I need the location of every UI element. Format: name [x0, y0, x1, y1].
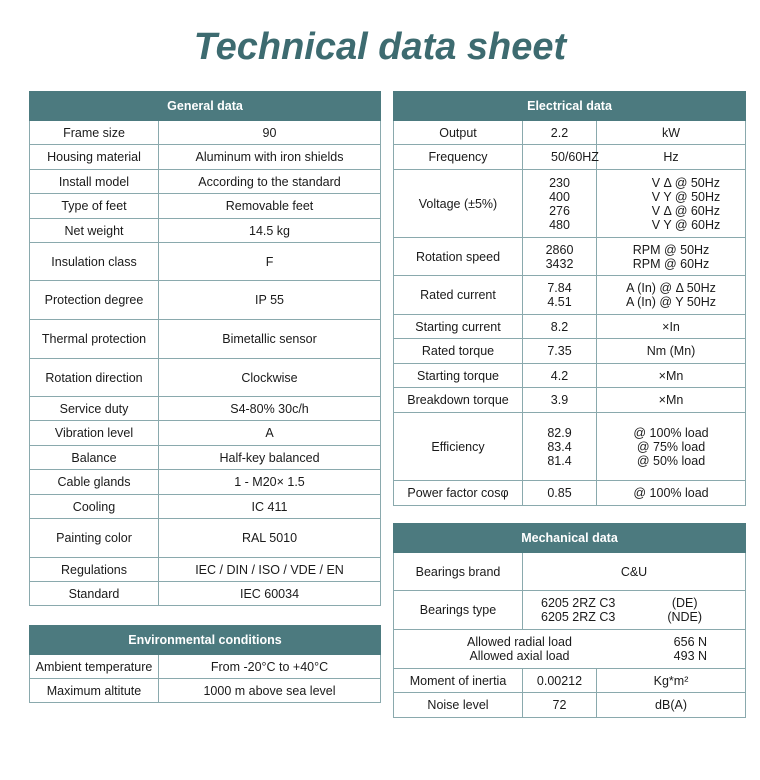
table-row	[30, 219, 381, 243]
row-value: 4.2	[523, 364, 597, 388]
general-data-table	[29, 91, 381, 606]
table-row	[394, 315, 746, 339]
row-value: 72	[523, 693, 597, 718]
row-label: Cooling	[30, 495, 159, 519]
row-unit: Kg*m²	[597, 669, 746, 693]
table-row	[30, 397, 381, 421]
row-value: IEC 60034	[159, 582, 381, 606]
table-row	[30, 243, 381, 281]
bearing-type: 6205 2RZ C3	[541, 610, 616, 624]
row-label: Voltage (±5%)	[394, 170, 523, 238]
row-label: Starting torque	[394, 364, 523, 388]
row-value	[523, 170, 597, 238]
row-label: Install model	[30, 170, 159, 194]
voltage-unit: V Δ @ 50Hz	[651, 175, 721, 190]
table-row	[394, 170, 746, 238]
row-value: 3.9	[523, 388, 597, 413]
table-row	[30, 194, 381, 219]
row-unit: ×Mn	[597, 364, 746, 388]
row-value: Removable feet	[159, 194, 381, 219]
table-row	[30, 281, 381, 320]
row-label: Regulations	[30, 558, 159, 582]
voltage-value: 276	[549, 203, 570, 218]
general-data-header: General data	[30, 92, 381, 121]
table-row	[394, 276, 746, 315]
electrical-data-header: Electrical data	[394, 92, 746, 121]
row-value: IC 411	[159, 495, 381, 519]
row-label: Maximum altitute	[30, 679, 159, 703]
row-label: Rated current	[394, 276, 523, 315]
row-unit: Nm (Mn)	[597, 339, 746, 364]
row-label: Output	[394, 121, 523, 145]
voltage-value: 400	[549, 189, 570, 204]
current-value: 4.51	[547, 295, 572, 309]
bearing-position: (DE)	[671, 596, 698, 610]
table-row	[30, 470, 381, 495]
row-value	[523, 591, 746, 630]
row-value: A	[159, 421, 381, 446]
row-label: Breakdown torque	[394, 388, 523, 413]
load-label: Allowed axial load	[469, 649, 570, 663]
row-unit	[597, 276, 746, 315]
load-label: Allowed radial load	[467, 635, 572, 649]
table-row	[30, 582, 381, 606]
row-label: Standard	[30, 582, 159, 606]
environmental-header: Environmental conditions	[30, 626, 381, 655]
voltage-unit: V Y @ 50Hz	[651, 189, 721, 204]
efficiency-value: 82.9	[547, 425, 572, 440]
table-row	[394, 693, 746, 718]
table-row	[394, 121, 746, 145]
table-row	[30, 519, 381, 558]
efficiency-unit: @ 100% load	[633, 425, 709, 440]
row-label: Painting color	[30, 519, 159, 558]
row-value: 0.85	[523, 481, 597, 506]
row-value: 90	[159, 121, 381, 145]
table-row	[30, 495, 381, 519]
table-row	[394, 238, 746, 276]
row-unit: ×In	[597, 315, 746, 339]
row-value: 7.35	[523, 339, 597, 364]
table-row	[30, 121, 381, 145]
efficiency-unit: @ 50% load	[636, 453, 706, 468]
current-unit: A (In) @ Δ 50Hz	[626, 281, 716, 295]
row-label: Noise level	[394, 693, 523, 718]
row-label: Thermal protection	[30, 320, 159, 359]
row-label: Frequency	[394, 145, 523, 170]
table-row	[394, 145, 746, 170]
row-label: Housing material	[30, 145, 159, 170]
table-row	[394, 591, 746, 630]
row-value	[523, 413, 597, 481]
row-value: 1000 m above sea level	[159, 679, 381, 703]
row-value: RAL 5010	[159, 519, 381, 558]
row-label: Starting current	[394, 315, 523, 339]
bearing-type: 6205 2RZ C3	[541, 596, 616, 610]
table-row	[30, 170, 381, 194]
table-row	[394, 413, 746, 481]
row-value	[394, 630, 746, 669]
row-label: Insulation class	[30, 243, 159, 281]
row-value: 0.00212	[523, 669, 597, 693]
row-label: Protection degree	[30, 281, 159, 320]
efficiency-value: 83.4	[547, 439, 572, 454]
row-label: Moment of inertia	[394, 669, 523, 693]
row-label: Rotation direction	[30, 359, 159, 397]
row-value: Half-key balanced	[159, 446, 381, 470]
row-label: Rated torque	[394, 339, 523, 364]
row-label: Ambient temperature	[30, 655, 159, 679]
row-value: 8.2	[523, 315, 597, 339]
voltage-value: 480	[549, 217, 570, 232]
row-label: Type of feet	[30, 194, 159, 219]
row-label: Balance	[30, 446, 159, 470]
row-unit	[597, 413, 746, 481]
row-unit: ×Mn	[597, 388, 746, 413]
speed-value: 2860	[545, 242, 574, 257]
row-value: Aluminum with iron shields	[159, 145, 381, 170]
load-value: 493 N	[673, 649, 708, 663]
row-value: IP 55	[159, 281, 381, 320]
row-value: 1 - M20× 1.5	[159, 470, 381, 495]
speed-unit: RPM @ 60Hz	[632, 256, 710, 271]
table-row	[30, 446, 381, 470]
table-row	[30, 558, 381, 582]
table-row	[394, 339, 746, 364]
bearing-position: (NDE)	[667, 610, 703, 624]
table-row	[30, 655, 381, 679]
row-value: 50/60HZ	[523, 145, 597, 170]
row-value: C&U	[523, 553, 746, 591]
row-label: Rotation speed	[394, 238, 523, 276]
voltage-value: 230	[549, 175, 570, 190]
load-value: 656 N	[673, 635, 708, 649]
row-label: Net weight	[30, 219, 159, 243]
row-label: Frame size	[30, 121, 159, 145]
table-row	[394, 630, 746, 669]
mechanical-data-header: Mechanical data	[394, 524, 746, 553]
row-unit	[597, 170, 746, 238]
table-row	[394, 669, 746, 693]
row-label: Efficiency	[394, 413, 523, 481]
electrical-data-table	[393, 91, 746, 506]
row-label: Bearings type	[394, 591, 523, 630]
table-row	[30, 145, 381, 170]
row-unit: kW	[597, 121, 746, 145]
voltage-unit: V Δ @ 60Hz	[651, 203, 721, 218]
speed-unit: RPM @ 50Hz	[632, 242, 710, 257]
row-value	[523, 238, 597, 276]
row-unit: Hz	[597, 145, 746, 170]
row-value: According to the standard	[159, 170, 381, 194]
row-label: Cable glands	[30, 470, 159, 495]
efficiency-value: 81.4	[547, 453, 572, 468]
row-value: 14.5 kg	[159, 219, 381, 243]
row-label: Service duty	[30, 397, 159, 421]
row-value: IEC / DIN / ISO / VDE / EN	[159, 558, 381, 582]
speed-value: 3432	[545, 256, 574, 271]
current-value: 7.84	[547, 281, 572, 295]
row-value: Bimetallic sensor	[159, 320, 381, 359]
row-value: From -20°C to +40°C	[159, 655, 381, 679]
current-unit: A (In) @ Y 50Hz	[625, 295, 717, 309]
table-row	[394, 553, 746, 591]
row-unit: @ 100% load	[597, 481, 746, 506]
table-row	[30, 421, 381, 446]
row-label: Bearings brand	[394, 553, 523, 591]
efficiency-unit: @ 75% load	[636, 439, 706, 454]
table-row	[30, 359, 381, 397]
row-label: Power factor cosφ	[394, 481, 523, 506]
row-value	[523, 276, 597, 315]
row-unit	[597, 238, 746, 276]
row-value: S4-80% 30c/h	[159, 397, 381, 421]
row-value: Clockwise	[159, 359, 381, 397]
row-value: F	[159, 243, 381, 281]
table-row	[30, 320, 381, 359]
row-value: 2.2	[523, 121, 597, 145]
table-row	[394, 364, 746, 388]
row-unit: dB(A)	[597, 693, 746, 718]
voltage-unit: V Y @ 60Hz	[651, 217, 721, 232]
mechanical-data-table	[393, 523, 746, 718]
table-row	[30, 679, 381, 703]
table-row	[394, 481, 746, 506]
page-title: Technical data sheet	[193, 26, 567, 68]
environmental-table	[29, 625, 381, 703]
row-label: Vibration level	[30, 421, 159, 446]
table-row	[394, 388, 746, 413]
